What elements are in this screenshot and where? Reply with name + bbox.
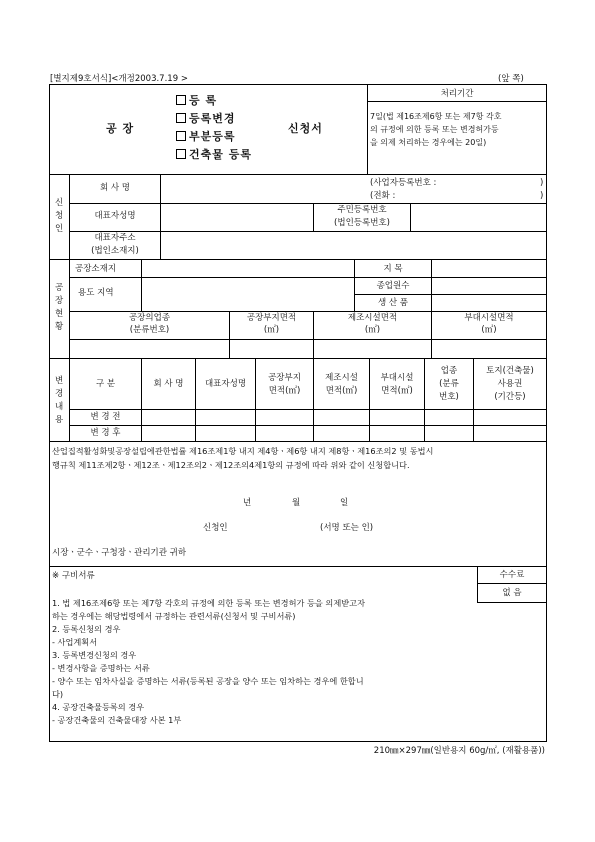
signature-label: 신청인	[203, 523, 228, 533]
change-section-1: 변	[55, 376, 64, 386]
title-left: 공 장	[106, 122, 135, 135]
change-land-header: 토지(건축물)	[486, 366, 534, 376]
factory-location-field[interactable]	[144, 262, 350, 275]
signature-note: (서명 또는 인)	[320, 523, 374, 533]
aux-area-label: 부대시설면적	[464, 313, 514, 323]
phone-label: (전화 :	[370, 191, 396, 201]
fee-label: 수수료	[499, 570, 525, 580]
rep-name-label: 대표자성명	[94, 211, 136, 221]
docs-line-6: - 변경사항을 증명하는 서류	[52, 663, 150, 673]
change-after-row[interactable]	[144, 427, 544, 440]
land-category-label: 지 목	[383, 264, 403, 274]
processing-period-text-3: 을 의제 처리하는 경우에는 20일)	[370, 138, 487, 147]
checkbox-icon[interactable]	[176, 113, 186, 123]
resident-no-label: 주민등록번호	[337, 205, 387, 215]
company-name-label: 회 사 명	[99, 183, 131, 193]
phone-close: )	[540, 191, 544, 201]
change-land-right: 사용권	[497, 379, 523, 389]
applicant-section-3: 인	[55, 224, 64, 234]
aux-area-field[interactable]	[434, 341, 544, 356]
factory-section-4: 황	[55, 322, 64, 332]
checkbox-icon[interactable]	[176, 95, 186, 105]
change-before-row[interactable]	[144, 411, 544, 424]
change-section-2: 경	[55, 389, 64, 399]
industry-field[interactable]	[72, 341, 226, 356]
site-area-unit: (㎡)	[263, 325, 280, 335]
site-area-field[interactable]	[232, 341, 310, 356]
docs-line-10: - 공장건축물의 건축물대장 사본 1부	[52, 715, 182, 725]
site-area-label: 공장부지면적	[246, 313, 297, 323]
aux-area-unit: (㎡)	[481, 325, 497, 335]
paper-spec-footer: 210㎜×297㎜(일반용지 60g/㎡, (재활용품))	[373, 746, 545, 756]
mfg-area-unit: (㎡)	[364, 325, 381, 335]
products-field[interactable]	[434, 296, 544, 309]
zoning-label: 용도 지역	[78, 288, 114, 298]
corp-reg-no-label: (법인등록번호)	[334, 218, 390, 228]
change-mfg-unit: 면적(㎡)	[325, 386, 358, 396]
change-industry-class: (분류	[439, 379, 459, 389]
form-number: [별지제9호서식]<개정2003.7.19 >	[50, 74, 188, 84]
processing-period-text-1: 7일(법 제16조제6항 또는 제7항 각호	[370, 112, 502, 121]
factory-section-2: 장	[55, 296, 64, 306]
applicant-section-1: 신	[55, 198, 64, 208]
fee-value: 없 음	[502, 588, 522, 598]
date-year-label: 년	[243, 498, 252, 508]
date-day-label: 일	[340, 498, 349, 508]
change-company-header: 회 사 명	[153, 379, 184, 389]
change-site-unit: 면적(㎡)	[268, 386, 301, 396]
change-before-label: 변 경 전	[90, 412, 121, 422]
checkbox-icon[interactable]	[176, 149, 186, 159]
corp-location-label: (법인소재지)	[91, 246, 139, 256]
signature-field[interactable]	[240, 520, 315, 534]
change-after-label: 변 경 후	[90, 428, 121, 438]
industry-label: 공장의업종	[128, 313, 171, 323]
applicant-section-2: 청	[55, 211, 64, 221]
change-section-3: 내	[55, 402, 64, 412]
title-option-change[interactable]: 등록변경	[176, 113, 236, 124]
checkbox-icon[interactable]	[176, 131, 186, 141]
page-side-label: (앞 쪽)	[498, 74, 524, 84]
docs-line-1: 1. 법 제16조제6항 또는 제7항 각호의 규정에 의한 등록 또는 변경허가 등을 의제받고자	[52, 598, 365, 608]
change-industry-no: 번호)	[439, 392, 459, 402]
change-aux-header: 부대시설	[380, 373, 414, 383]
factory-section-1: 공	[55, 283, 64, 293]
addressee: 시장ㆍ군수ㆍ구청장ㆍ관리기관 귀하	[52, 548, 187, 558]
docs-line-3: 2. 등록신청의 경우	[52, 624, 121, 634]
industry-class-label: (분류번호)	[129, 325, 170, 335]
biz-reg-no-label: (사업자등록번호 :	[370, 178, 437, 188]
change-kind-header: 구 분	[95, 379, 116, 389]
title-option-building[interactable]: 건축물 등록	[176, 149, 252, 160]
docs-line-7: - 양수 또는 임차사실을 증명하는 서류(등록된 공장을 양수 또는 임차하는 경우에 한합니	[52, 676, 364, 686]
docs-line-5: 3. 등록변경신청의 경우	[52, 650, 137, 660]
date-month-label: 월	[292, 498, 301, 508]
docs-line-4: - 사업계획서	[52, 637, 98, 647]
rep-addr-label: 대표자주소	[94, 233, 136, 243]
title-option-partial[interactable]: 부분등록	[176, 131, 236, 142]
title-option-register[interactable]: 등 록	[176, 95, 217, 106]
employees-label: 종업원수	[376, 281, 410, 291]
title-right: 신청서	[288, 122, 323, 135]
processing-period-label: 처리기간	[440, 89, 474, 99]
zoning-field[interactable]	[144, 280, 350, 308]
statement-line-2: 행규칙 제11조제2항ㆍ제12조ㆍ제12조의2ㆍ제12조의4제1항의 규정에 따라 위와 같이 신청합니다.	[52, 460, 410, 470]
docs-line-8: 다)	[52, 689, 64, 699]
change-land-period: (기간등)	[494, 392, 526, 402]
change-site-header: 공장부지	[268, 373, 301, 383]
mfg-area-label: 제조시설면적	[347, 313, 398, 323]
land-category-field[interactable]	[434, 262, 544, 275]
change-industry-header: 업종	[440, 366, 458, 376]
resident-no-field[interactable]	[414, 205, 542, 229]
rep-addr-field[interactable]	[165, 233, 543, 257]
factory-section-3: 현	[55, 309, 64, 319]
employees-field[interactable]	[434, 279, 544, 292]
change-rep-header: 대표자성명	[204, 379, 247, 389]
mfg-area-field[interactable]	[316, 341, 428, 356]
change-section-4: 용	[55, 415, 64, 425]
docs-line-2: 하는 경우에는 해당법령에서 규정하는 관련서류(신청서 및 구비서류)	[52, 611, 296, 621]
change-aux-unit: 면적(㎡)	[381, 386, 413, 396]
company-name-field[interactable]	[165, 177, 360, 201]
docs-line-9: 4. 공장건축물등록의 경우	[52, 702, 145, 712]
factory-location-label: 공장소재지	[75, 264, 117, 274]
docs-heading: ※ 구비서류	[52, 571, 95, 581]
biz-reg-no-close: )	[540, 178, 544, 188]
rep-name-field[interactable]	[165, 205, 310, 229]
statement-line-1: 산업집적활성화및공장설립에관한법률 제16조제1항 내지 제4항ㆍ제6항 내지 제8항ㆍ제16조의2 및 동법시	[52, 446, 434, 456]
processing-period-text-2: 의 규정에 의한 등록 또는 변경허가등	[370, 125, 499, 134]
change-mfg-header: 제조시설	[325, 373, 358, 383]
products-label: 생 산 품	[377, 298, 409, 308]
